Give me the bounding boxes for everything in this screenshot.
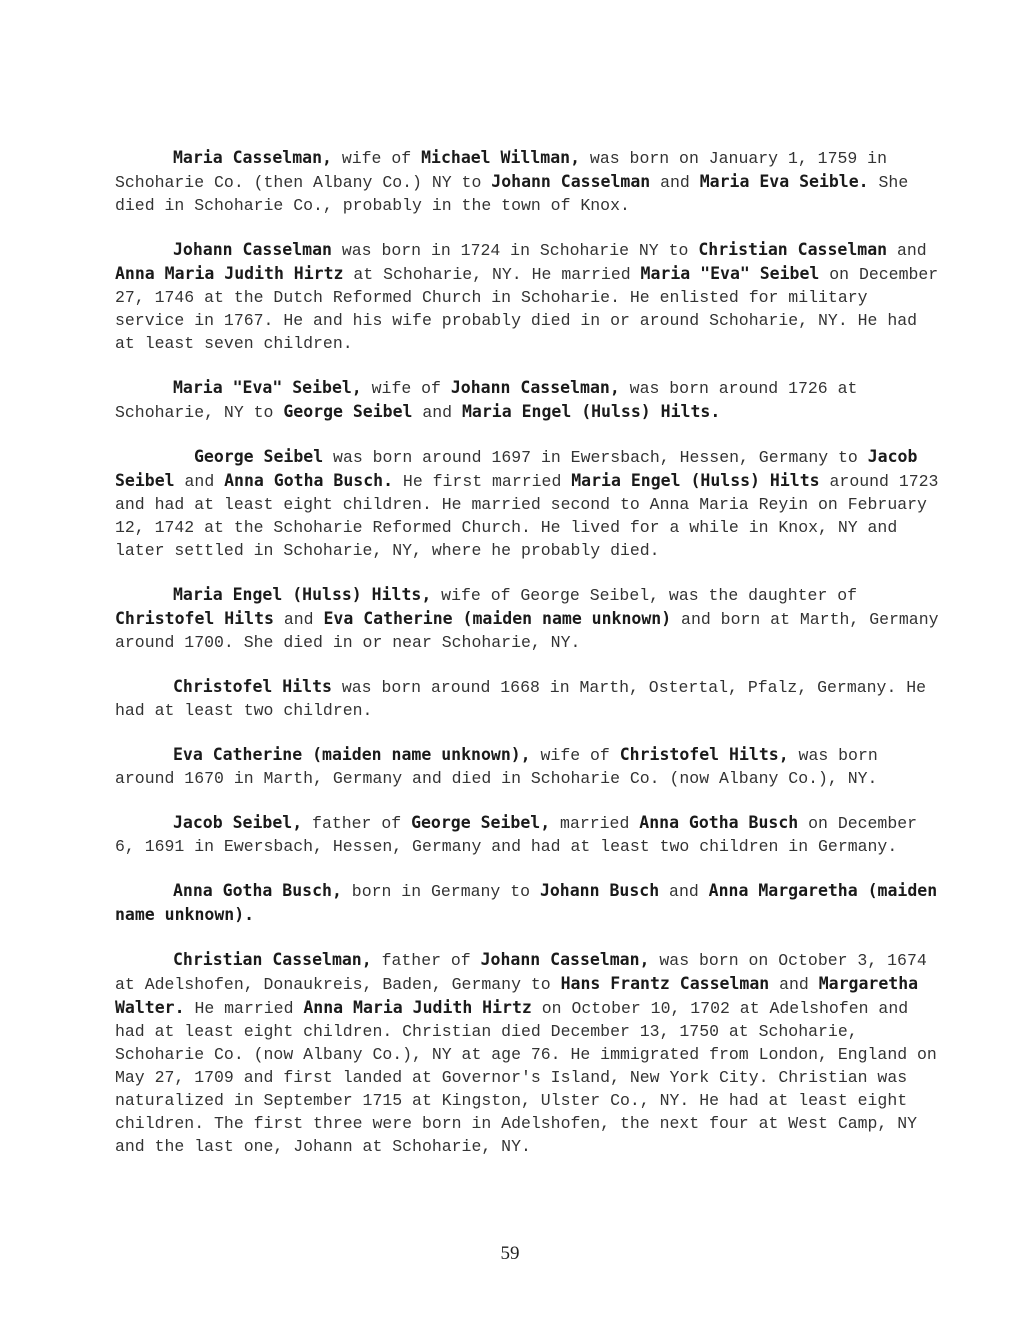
paragraph-text: was born in 1724 in Schoharie NY to [331, 241, 699, 260]
person-name: Johann Casselman, [450, 378, 620, 397]
paragraph-text: father of [371, 951, 481, 970]
paragraph-text: and [769, 975, 819, 994]
paragraph-text: was born on January 1, 1759 in Schoharie Co. (then Albany Co.) NY to [115, 149, 887, 192]
person-name: Anna Gotha Busch. [224, 471, 394, 490]
paragraph [115, 948, 945, 1158]
person-name: Jacob Seibel [115, 447, 918, 490]
paragraph-text: She died in Schoharie Co., probably in the town of Knox. [115, 173, 909, 215]
paragraph-text: on December 6, 1691 in Ewersbach, Hessen, Germany and had at least two children in Germany. [115, 814, 918, 856]
paragraph [115, 811, 945, 858]
person-name: George Seibel [194, 447, 324, 466]
person-name: Hans Frantz Casselman [560, 974, 770, 993]
paragraph [115, 675, 945, 722]
person-name: Christian Casselman, [173, 950, 372, 969]
person-name: Johann Busch [539, 881, 660, 900]
person-name: Christian Casselman [698, 240, 888, 259]
paragraph-text: was born around 1697 in Ewersbach, Hessen, Germany to [323, 448, 868, 467]
paragraph-text: He first married [393, 472, 572, 491]
paragraph-text: wife of [361, 379, 451, 398]
page-number: 59 [500, 1243, 520, 1264]
paragraph-text: father of [302, 814, 412, 833]
person-name: Maria "Eva" Seibel [640, 264, 820, 283]
person-name: Maria "Eva" Seibel, [173, 378, 362, 397]
paragraph-text: at Schoharie, NY. He married [343, 265, 641, 284]
paragraph-text: wife of [331, 149, 422, 168]
paragraph [115, 146, 945, 217]
paragraph-text: married [550, 814, 640, 833]
person-name: Christofel Hilts [173, 677, 332, 696]
document-body [115, 146, 945, 1179]
person-name: Johann Casselman, [480, 950, 650, 969]
person-name: Anna Gotha Busch [639, 813, 799, 832]
paragraph [115, 879, 945, 927]
paragraph-text: on December 27, 1746 at the Dutch Reformed Church in Schoharie. He enlisted for military service in 1767. He and his wife probably died in or around Schoharie, NY. He had at least seven children. [115, 265, 939, 353]
person-name: Johann Casselman [173, 240, 332, 259]
person-name: Christofel Hilts, [619, 745, 789, 764]
paragraph [115, 376, 945, 424]
person-name: Eva Catherine (maiden name unknown) [323, 609, 672, 628]
person-name: George Seibel [283, 402, 413, 421]
paragraph-text: and [659, 882, 709, 901]
person-name: Maria Casselman, [173, 148, 332, 167]
person-name: Anna Maria Judith Hirtz [303, 998, 532, 1017]
paragraph [115, 743, 945, 790]
person-name: Maria Engel (Hulss) Hilts [571, 471, 820, 490]
person-name: Johann Casselman [491, 172, 651, 191]
paragraph [115, 238, 945, 355]
person-name: Anna Gotha Busch, [173, 881, 342, 900]
paragraph-text: born in Germany to [341, 882, 540, 901]
paragraph-text: and [887, 241, 927, 260]
person-name: Michael Willman, [421, 148, 581, 167]
paragraph-text: and [273, 610, 324, 629]
paragraph-text: was born around 1670 in Marth, Germany and died in Schoharie Co. (now Albany Co.), NY. [115, 746, 878, 788]
paragraph-text: on October 10, 1702 at Adelshofen and had at least eight children. Christian died December 13, 1750 at Schoharie, Schoharie Co. (now Albany Co.), NY at age 76. He immigrated from London, England on May 27, 1709 and first landed at Governor's Island, New York City. Christian was naturalized in September 1715 at Kingston, Ulster Co., NY. He had at least eight children. The first three were born in Adelshofen, the next four at West Camp, NY and the last one, Johann at Schoharie, NY. [115, 999, 937, 1156]
paragraph [115, 445, 945, 562]
person-name: Maria Eva Seible. [699, 172, 869, 191]
person-name: Maria Engel (Hulss) Hilts. [461, 402, 721, 421]
paragraph-text: was born around 1668 in Marth, Ostertal, Pfalz, Germany. He had at least two children. [115, 678, 927, 720]
paragraph-text: and [174, 472, 225, 491]
paragraph-text: and [650, 173, 700, 192]
paragraph-text: wife of George Seibel, was the daughter of [431, 586, 858, 605]
person-name: Eva Catherine (maiden name unknown), [173, 745, 531, 764]
paragraph-text: and [412, 403, 462, 422]
paragraph-text: around 1723 and had at least eight children. He married second to Anna Maria Reyin on February 12, 1742 at the Schoharie Reformed Church. He lived for a while in Knox, NY and later settled in Schoharie, NY, where he probably died. [115, 472, 939, 560]
paragraph-text: wife of [530, 746, 620, 765]
person-name: Christofel Hilts [115, 609, 274, 628]
paragraph-text: and born at Marth, Germany around 1700. She died in or near Schoharie, NY. [115, 610, 939, 652]
paragraph-text: was born around 1726 at Schoharie, NY to [115, 379, 858, 422]
person-name: Jacob Seibel, [173, 813, 303, 832]
paragraph-text: He married [184, 999, 304, 1018]
person-name: Maria Engel (Hulss) Hilts, [173, 585, 432, 604]
person-name: Margaretha Walter. [115, 974, 919, 1017]
paragraph [115, 583, 945, 654]
paragraph-text: was born on October 3, 1674 at Adelshofen, Donaukreis, Baden, Germany to [115, 951, 927, 994]
person-name: Anna Maria Judith Hirtz [115, 264, 344, 283]
person-name: George Seibel, [411, 813, 551, 832]
person-name: Anna Margaretha (maiden name unknown). [115, 881, 938, 924]
